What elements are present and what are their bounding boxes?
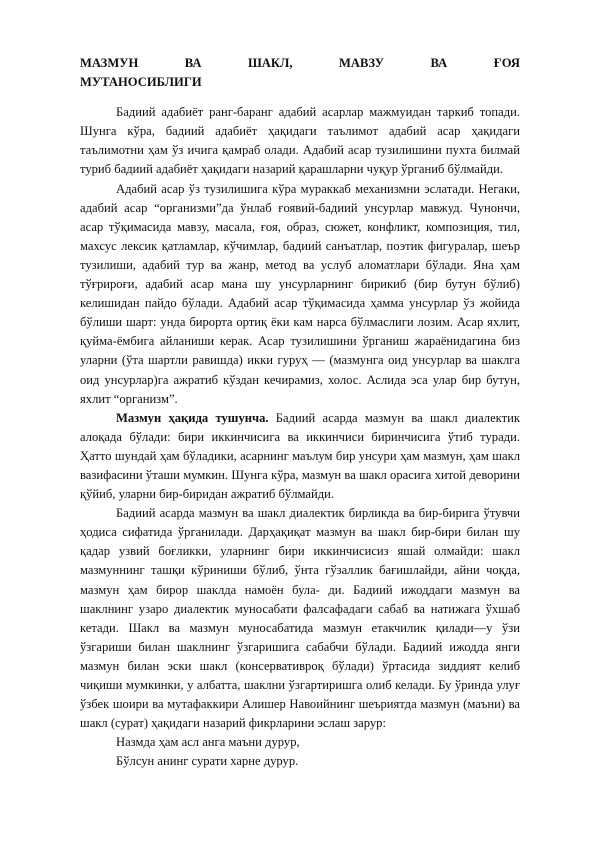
verse-line-2: Бўлсун анинг сурати харне дурур. <box>116 754 299 769</box>
verse-line-1: Назмда ҳам асл анга маъни дурур, <box>116 735 300 750</box>
section-text: Бадиий асарда мазмун ва шакл диалектик алоқада бўлади: бири иккинчисига ва иккинчиси биринчисига ўтиб туради. Ҳатто шундай ҳам бўладики, асарнинг маълум бир унсури ҳам мазмун, ҳам шакл вазифасини ўташи мумкин. Шунга кўра, мазмун ва шакл орасига хитой деворини қўйиб, уларни бир-биридан ажратиб бўлмайди. <box>80 410 520 502</box>
title-word: ШАКЛ, <box>247 56 293 70</box>
section-heading: Мазмун ҳақида тушунча. <box>116 410 269 425</box>
title-line-1 <box>80 54 520 73</box>
title-word: ВА <box>430 56 448 70</box>
paragraph-3 <box>80 409 520 504</box>
paragraph-1: Бадиий адабиёт ранг-баранг адабий асарлар мажмуидан таркиб топади. Шунга кўра, бадиий адабиёт ҳақидаги таълимот адабий асар ҳақидаги таълимотни ҳам ўз ичига қамраб олади. Адабий асар тузилишини пухта билмай туриб бадиий адабиёт ҳақидаги назарий қарашларни чуқур ўрганиб бўлмайди. <box>80 105 520 177</box>
title-word: ҒОЯ <box>493 56 520 70</box>
document-title <box>80 54 520 92</box>
title-word: МАЗМУН <box>80 56 139 70</box>
document-page <box>80 54 520 771</box>
title-line-2: МУТАНОСИБЛИГИ <box>80 75 202 90</box>
title-word: ВА <box>184 56 202 70</box>
title-word: МАВЗУ <box>339 56 385 70</box>
paragraph-4: Бадиий асарда мазмун ва шакл диалектик бирликда ва бир-бирига ўтувчи ҳодиса сифатида ўрганилади. Дарҳақиқат мазмун ва шакл бир-бири билан шу қадар узвий боғликки, уларнинг бири иккинчисисиз яшай олмайди: шакл мазмуннинг ташқи кўриниши бўлиб, ўнта гўзаллик бағишлайди, айни чоқда, мазмун ҳам бирор шаклда намоён була- ди. Бадиий ижоддаги мазмун ва шаклнинг узаро диалектик муносабати фалсафадаги сабаб ва натижага ўхшаб кетади. Шакл ва мазмун муносабатида мазмун етакчилик қилади—у ўзи ўзгариши билан шаклнинг ўзгаришига сабабчи бўлади. Бадиий ижодда янги мазмун билан эски шакл (консервативроқ бўлади) ўртасида зиддият келиб чиқиши мумкинки, у албатта, шаклни ўзгартиришга олиб келади. Бу ўринда улуғ ўзбек шоири ва мутафаккири Алишер Навоийнинг шеъриятда мазмун (маъни) ва шакл (сурат) ҳақидаги назарий фикрларини эслаш зарур: <box>80 506 520 731</box>
paragraph-2: Адабий асар ўз тузилишига кўра мураккаб механизмни эслатади. Негаки, адабий асар “организми”да ўнлаб ғоявий-бадиий унсурлар мавжуд. Чунончи, асар тўқимасида мавзу, масала, ғоя, образ, сюжет, конфликт, композиция, тил, махсус лексик қатламлар, кўчимлар, бадиий санъатлар, поэтик фигуралар, шеър тузилиши, адабий тур ва жанр, метод ва услуб аломатлари бўлади. Яна ҳам тўғрироғи, адабий асар мана шу унсурларнинг бирикиб (бир бутун бўлиб) келишидан пайдо бўлади. Адабий асар тўқимасида ҳамма унсурлар ўз жойида бўлиши шарт: унда бирорта ортиқ ёки кам нарса бўлмаслиги лозим. Асар яхлит, қуйма-ёмбига айланиши керак. Асар тузилишини ўрганиш жараёнидагина биз уларни (ўта шартли равишда) икки гуруҳ — (мазмунга оид унсурлар ва шаклга оид унсурлар)га ажратиб кўздан кечирамиз, холос. Аслида эса улар бир бутун, яхлит “организм”. <box>80 181 520 406</box>
